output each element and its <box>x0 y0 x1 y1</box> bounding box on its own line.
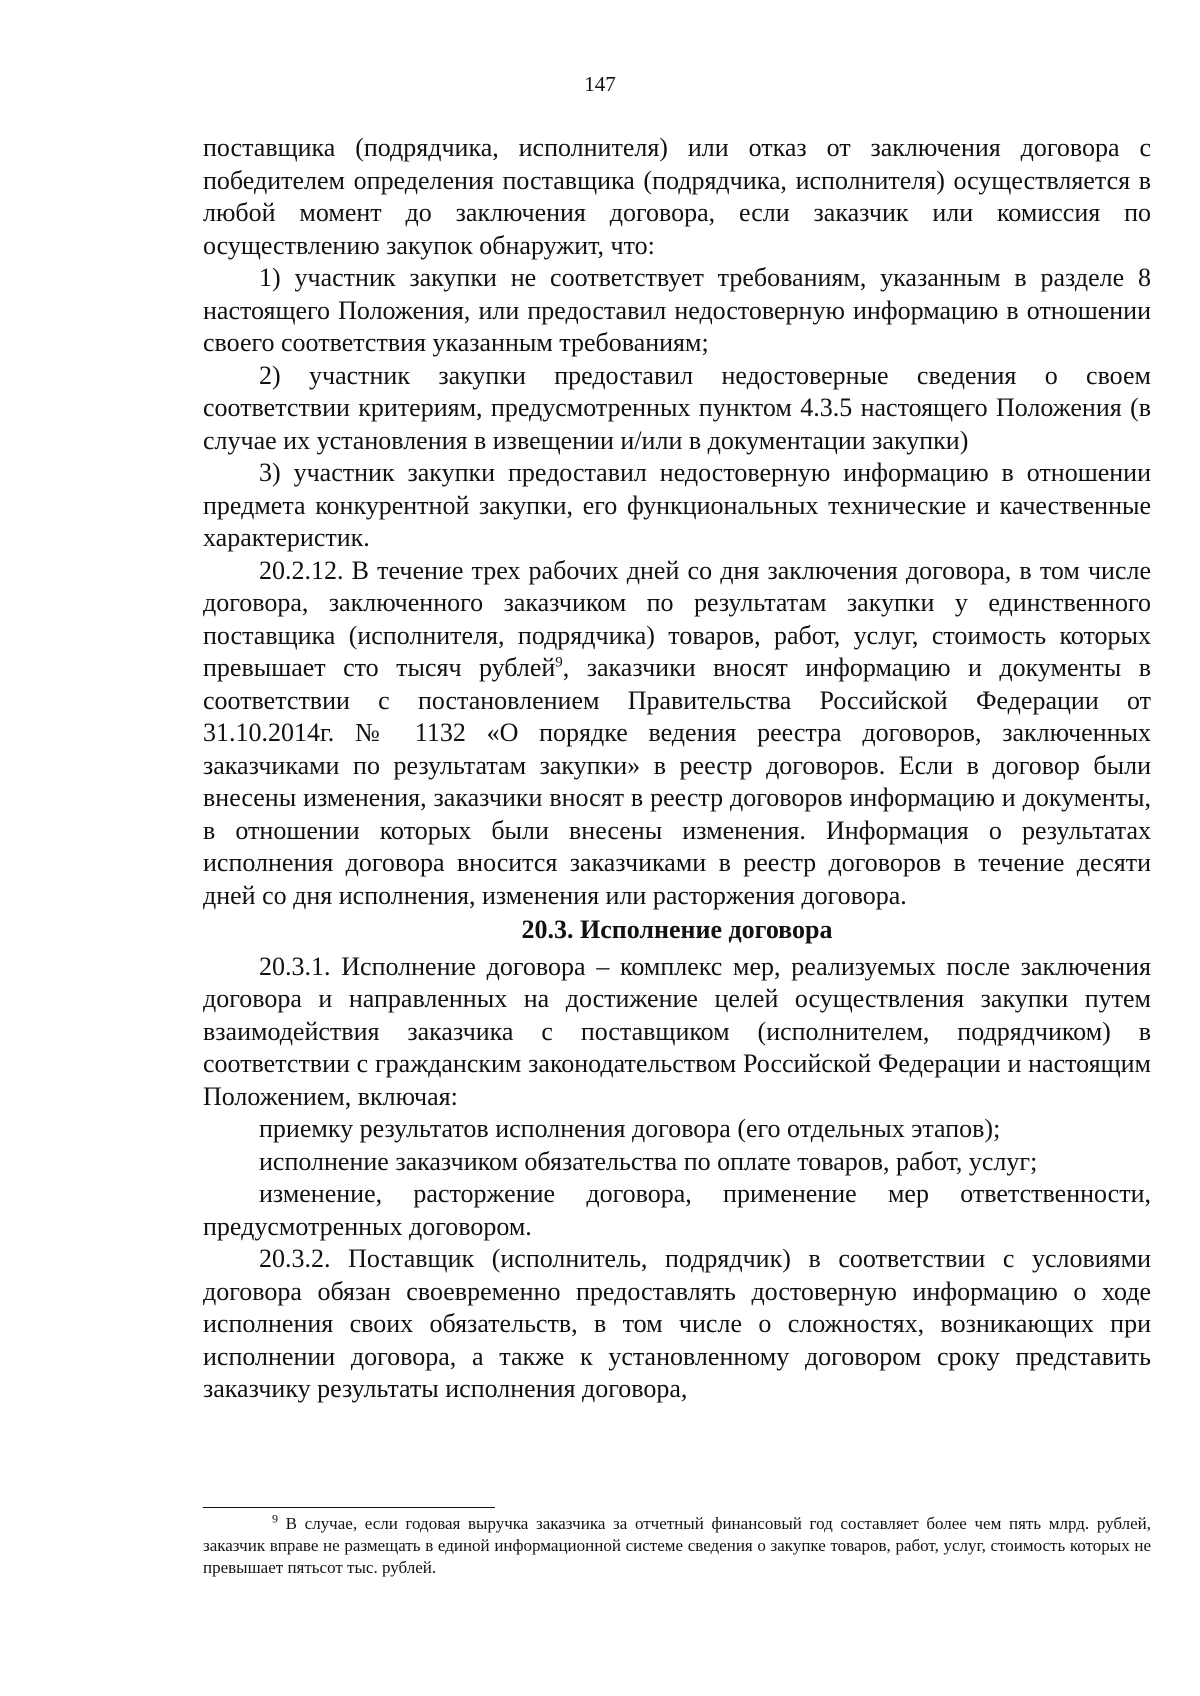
list-item-1: 1) участник закупки не соответствует требованиям, указанным в разделе 8 настоящего Положения, или предоставил недостоверную информацию в отношении своего соответствия указанным требованиям; <box>203 263 1151 357</box>
footnote <box>203 1513 1151 1579</box>
footnote-reference: 9 <box>555 654 563 671</box>
page-number: 147 <box>584 72 616 96</box>
paragraph-20-3-2: 20.3.2. Поставщик (исполнитель, подрядчик) в соответствии с условиями договора обязан своевременно предоставлять достоверную информацию о ходе исполнения своих обязательств, в том числе о сложностях, возникающих при исполнении договора, а также к установленному договором сроку представить заказчику результаты исполнения договора, <box>203 1244 1151 1403</box>
footnote-text: В случае, если годовая выручка заказчика за отчетный финансовый год составляет более чем пять млрд. рублей, заказчик вправе не размещать в единой информационной системе сведения о закупке товаров, работ, услуг, стоимость которых не превышает пятьсот тыс. рублей. <box>203 1514 1151 1577</box>
list-item-change: изменение, расторжение договора, применение мер ответственности, предусмотренных договором. <box>203 1179 1151 1241</box>
list-item-2: 2) участник закупки предоставил недостоверные сведения о своем соответствии критериям, предусмотренных пунктом 4.3.5 настоящего Положения (в случае их установления в извещении и/или в документации закупки) <box>203 360 1151 455</box>
paragraph-20-2-12-part-2: , заказчики вносят информацию и документы в соответствии с постановлением Правительства Российской Федерации от 31.10.2014г. № 1132 «О порядке ведения реестра договоров, заключенных заказчиками по результатам закупки» в реестр договоров. Если в договор были внесены изменения, заказчики вносят в реестр договоров информацию и документы, в отношении которых были внесены изменения. Информация о результатах исполнения договора вносится заказчиками в реестр договоров в течение десяти дней со дня исполнения, изменения или расторжения договора. <box>203 653 1151 910</box>
list-item-payment: исполнение заказчиком обязательства по оплате товаров, работ, услуг; <box>259 1146 1038 1176</box>
list-item-3: 3) участник закупки предоставил недостоверную информацию в отношении предмета конкурентной закупки, его функциональных технические и качественные характеристик. <box>203 458 1151 552</box>
list-item-acceptance: приемку результатов исполнения договора (его отдельных этапов); <box>259 1114 1001 1143</box>
footnote-divider <box>203 1507 495 1508</box>
paragraph-20-3-1: 20.3.1. Исполнение договора – комплекс мер, реализуемых после заключения договора и направленных на достижение целей осуществления закупки путем взаимодействия заказчика с поставщиком (исполнителем, подрядчиком) в соответствии с гражданским законодательством Российской Федерации и настоящим Положением, включая: <box>203 951 1151 1111</box>
paragraph-20-2-12 <box>203 555 1151 913</box>
section-heading: 20.3. Исполнение договора <box>521 915 833 944</box>
paragraph-continuation: поставщика (подрядчика, исполнителя) или отказ от заключения договора с победителем определения поставщика (подрядчика, исполнителя) осуществляется в любой момент до заключения договора, если заказчик или комиссия по осуществлению закупок обнаружит, что: <box>203 133 1151 260</box>
paragraph-20-2-12-part-1: 20.2.12. В течение трех рабочих дней со дня заключения договора, в том числе договора, заключенного заказчиком по результатам закупки у единственного поставщика (исполнителя, подрядчика) товаров, работ, услуг, стоимость которых превышает сто тысяч рублей <box>203 555 1151 682</box>
document-body <box>203 132 1151 1406</box>
footnote-mark: 9 <box>272 1511 278 1526</box>
